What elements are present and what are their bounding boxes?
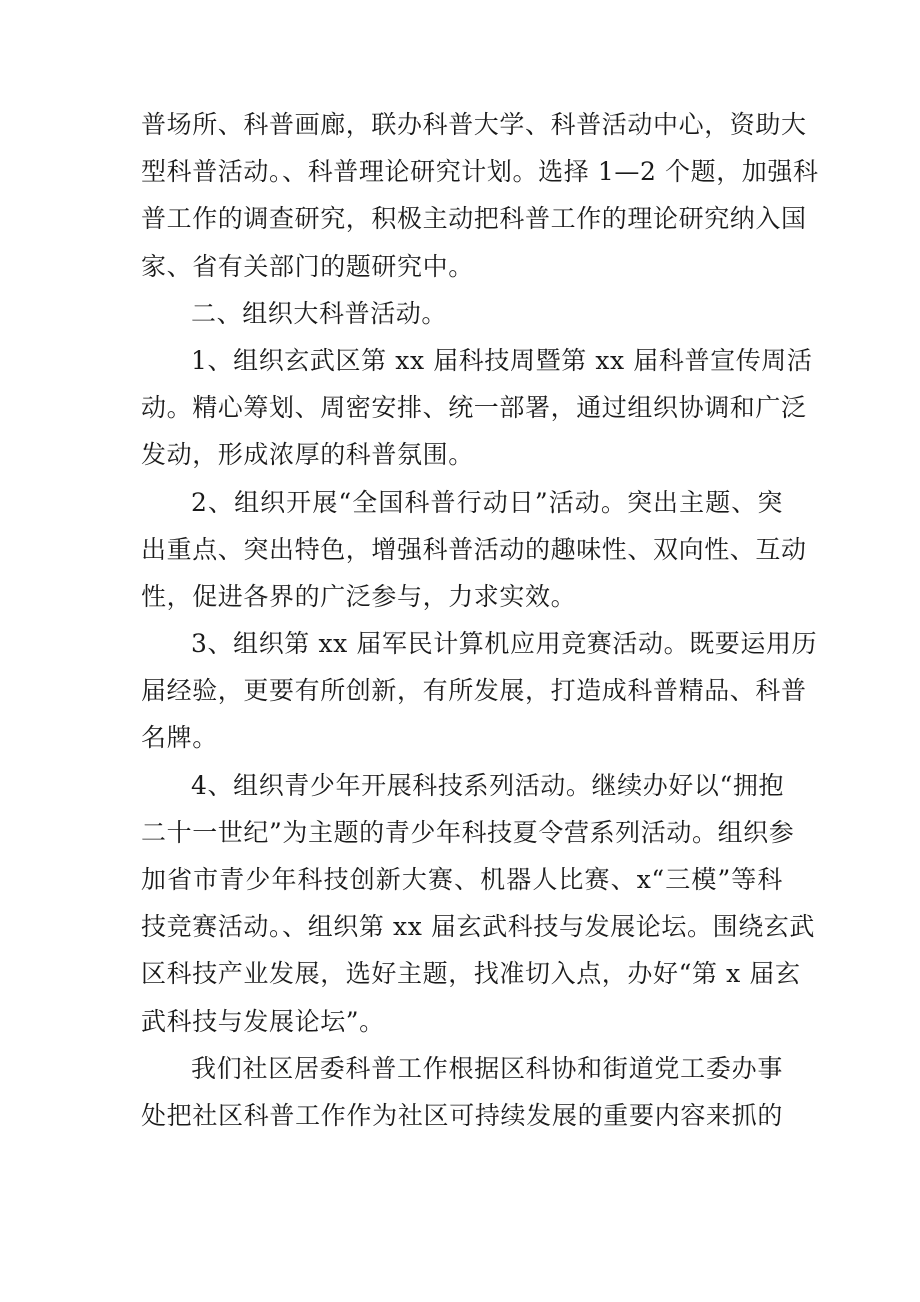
text-line: 性，促进各界的广泛参与，力求实效。 [141, 581, 577, 611]
text-line: 4、组织青少年开展科技系列活动。继续办好以“拥抱 [191, 770, 785, 800]
text-line: 我们社区居委科普工作根据区科协和街道党工委办事 [191, 1053, 783, 1083]
text-line: 技竞赛活动。、组织第 xx 届玄武科技与发展论坛。围绕玄武 [141, 912, 815, 942]
text-line: 武科技与发展论坛”。 [141, 1006, 385, 1036]
text-line: 届经验，更要有所创新，有所发展，打造成科普精品、科普 [141, 676, 807, 706]
text-line: 名牌。 [141, 723, 218, 753]
text-line: 2、组织开展“全国科普行动日”活动。突出主题、突 [191, 487, 783, 517]
text-line: 普场所、科普画廊，联办科普大学、科普活动中心，资助大 [141, 110, 807, 139]
text-line: 区科技产业发展，选好主题，找准切入点，办好“第 x 届玄 [141, 959, 801, 989]
text-line: 普工作的调查研究，积极主动把科普工作的理论研究纳入国 [141, 204, 807, 234]
text-line: 二十一世纪”为主题的青少年科技夏令营系列活动。组织参 [141, 817, 795, 847]
section-heading: 二、组织大科普活动。 [191, 298, 448, 328]
text-line: 出重点、突出特色，增强科普活动的趣味性、双向性、互动 [141, 534, 807, 564]
text-line: 1、组织玄武区第 xx 届科技周暨第 xx 届科普宣传周活 [191, 345, 813, 375]
text-line: 型科普活动。、科普理论研究计划。选择 1—2 个题，加强科 [141, 157, 819, 187]
text-line: 发动，形成浓厚的科普氛围。 [141, 440, 474, 470]
text-line: 家、省有关部门的题研究中。 [141, 251, 474, 281]
text-line: 动。精心筹划、周密安排、统一部署，通过组织协调和广泛 [141, 393, 807, 423]
text-line: 处把社区科普工作作为社区可持续发展的重要内容来抓的 [141, 1100, 783, 1130]
text-line: 加省市青少年科技创新大赛、机器人比赛、x“三模”等科 [141, 865, 783, 894]
document-body [141, 101, 819, 1139]
text-line: 3、组织第 xx 届军民计算机应用竞赛活动。既要运用历 [191, 629, 818, 659]
